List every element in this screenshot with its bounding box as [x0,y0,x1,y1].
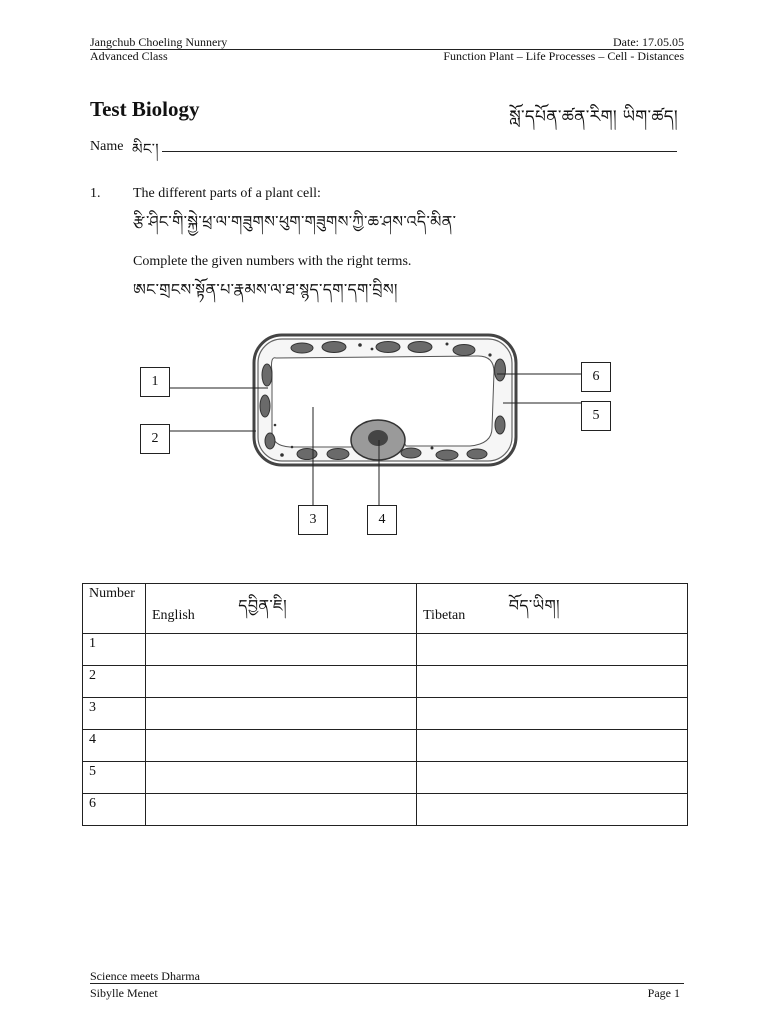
table-header-row [83,584,688,634]
chloroplast [297,449,317,460]
chloroplast [401,448,421,458]
table-row [83,794,688,826]
chloroplast [291,343,313,353]
chloroplast [376,342,400,353]
english-answer-cell[interactable] [146,698,417,730]
tibetan-answer-cell[interactable] [417,794,688,826]
chloroplast [436,450,458,460]
row-number: 5 [83,762,146,794]
diagram-label-2: 2 [140,424,170,454]
row-number: 4 [83,730,146,762]
table-row [83,730,688,762]
english-answer-cell[interactable] [146,730,417,762]
chloroplast [408,342,432,353]
english-answer-cell[interactable] [146,666,417,698]
chloroplast [453,345,475,356]
question-number: 1. [90,186,101,201]
diagram-label-4: 4 [367,505,397,535]
diagram-label-3: 3 [298,505,328,535]
name-label-tibetan: མིང་། [132,140,159,158]
header-number: Number [83,584,146,634]
header-english-tibetan: དབྱིན་ཇི། [238,596,287,615]
question-heading: The different parts of a plant cell: [133,186,321,201]
english-answer-cell[interactable] [146,634,417,666]
diagram-label-6: 6 [581,362,611,392]
header-tibetan-tibetan: བོད་ཡིག། [508,596,560,615]
nucleolus [368,430,388,446]
chloroplast [467,449,487,459]
diagram-label-5: 5 [581,401,611,431]
footer-author: Sibylle Menet [90,986,158,1000]
topic-text: Function Plant – Life Processes – Cell - Distances [443,49,684,63]
table-row [83,634,688,666]
page-title-tibetan: སློ་དཔོན་ཚན་རིག། ཡིག་ཚད། [509,107,678,127]
school-name: Jangchub Choeling Nunnery [90,35,228,49]
header-english [146,584,417,634]
page-title: Test Biology [90,97,200,121]
row-number: 6 [83,794,146,826]
header-english-label: English [152,608,195,623]
question-instruction: Complete the given numbers with the right terms. [133,254,412,269]
row-number: 1 [83,634,146,666]
chloroplast [322,342,346,353]
chloroplast [262,364,272,386]
english-answer-cell[interactable] [146,794,417,826]
table-row [83,666,688,698]
tibetan-answer-cell[interactable] [417,762,688,794]
footer-tagline: Science meets Dharma [90,969,200,983]
footer-divider [90,983,684,984]
chloroplast [327,449,349,460]
header-tibetan-label: Tibetan [423,608,466,623]
name-label: Name [90,139,124,154]
tibetan-answer-cell[interactable] [417,666,688,698]
row-number: 2 [83,666,146,698]
tibetan-answer-cell[interactable] [417,698,688,730]
chloroplast [495,416,505,434]
answer-table [82,583,688,826]
page-number: Page 1 [647,986,680,1000]
question-instruction-tibetan: ཨང་གྲངས་སྟོན་པ་རྣམས་ལ་ཐ་སྙད་དག་དག་བྲིས། [133,280,398,299]
header-tibetan [417,584,688,634]
table-row [83,762,688,794]
tibetan-answer-cell[interactable] [417,634,688,666]
english-answer-cell[interactable] [146,762,417,794]
chloroplast [265,433,275,449]
date-text: Date: 17.05.05 [613,35,684,49]
class-name: Advanced Class [90,49,168,63]
table-row [83,698,688,730]
chloroplast [260,395,270,417]
tibetan-answer-cell[interactable] [417,730,688,762]
diagram-label-1: 1 [140,367,170,397]
question-heading-tibetan: རྩི་ཤིང་གི་སྐྱེ་ཕྲ་ལ་གཟུགས་ཕུག་གཟུགས་ཀྱི་ཆ་ཤས་འདི་མིན་ [133,212,457,231]
row-number: 3 [83,698,146,730]
chloroplast [495,359,506,381]
